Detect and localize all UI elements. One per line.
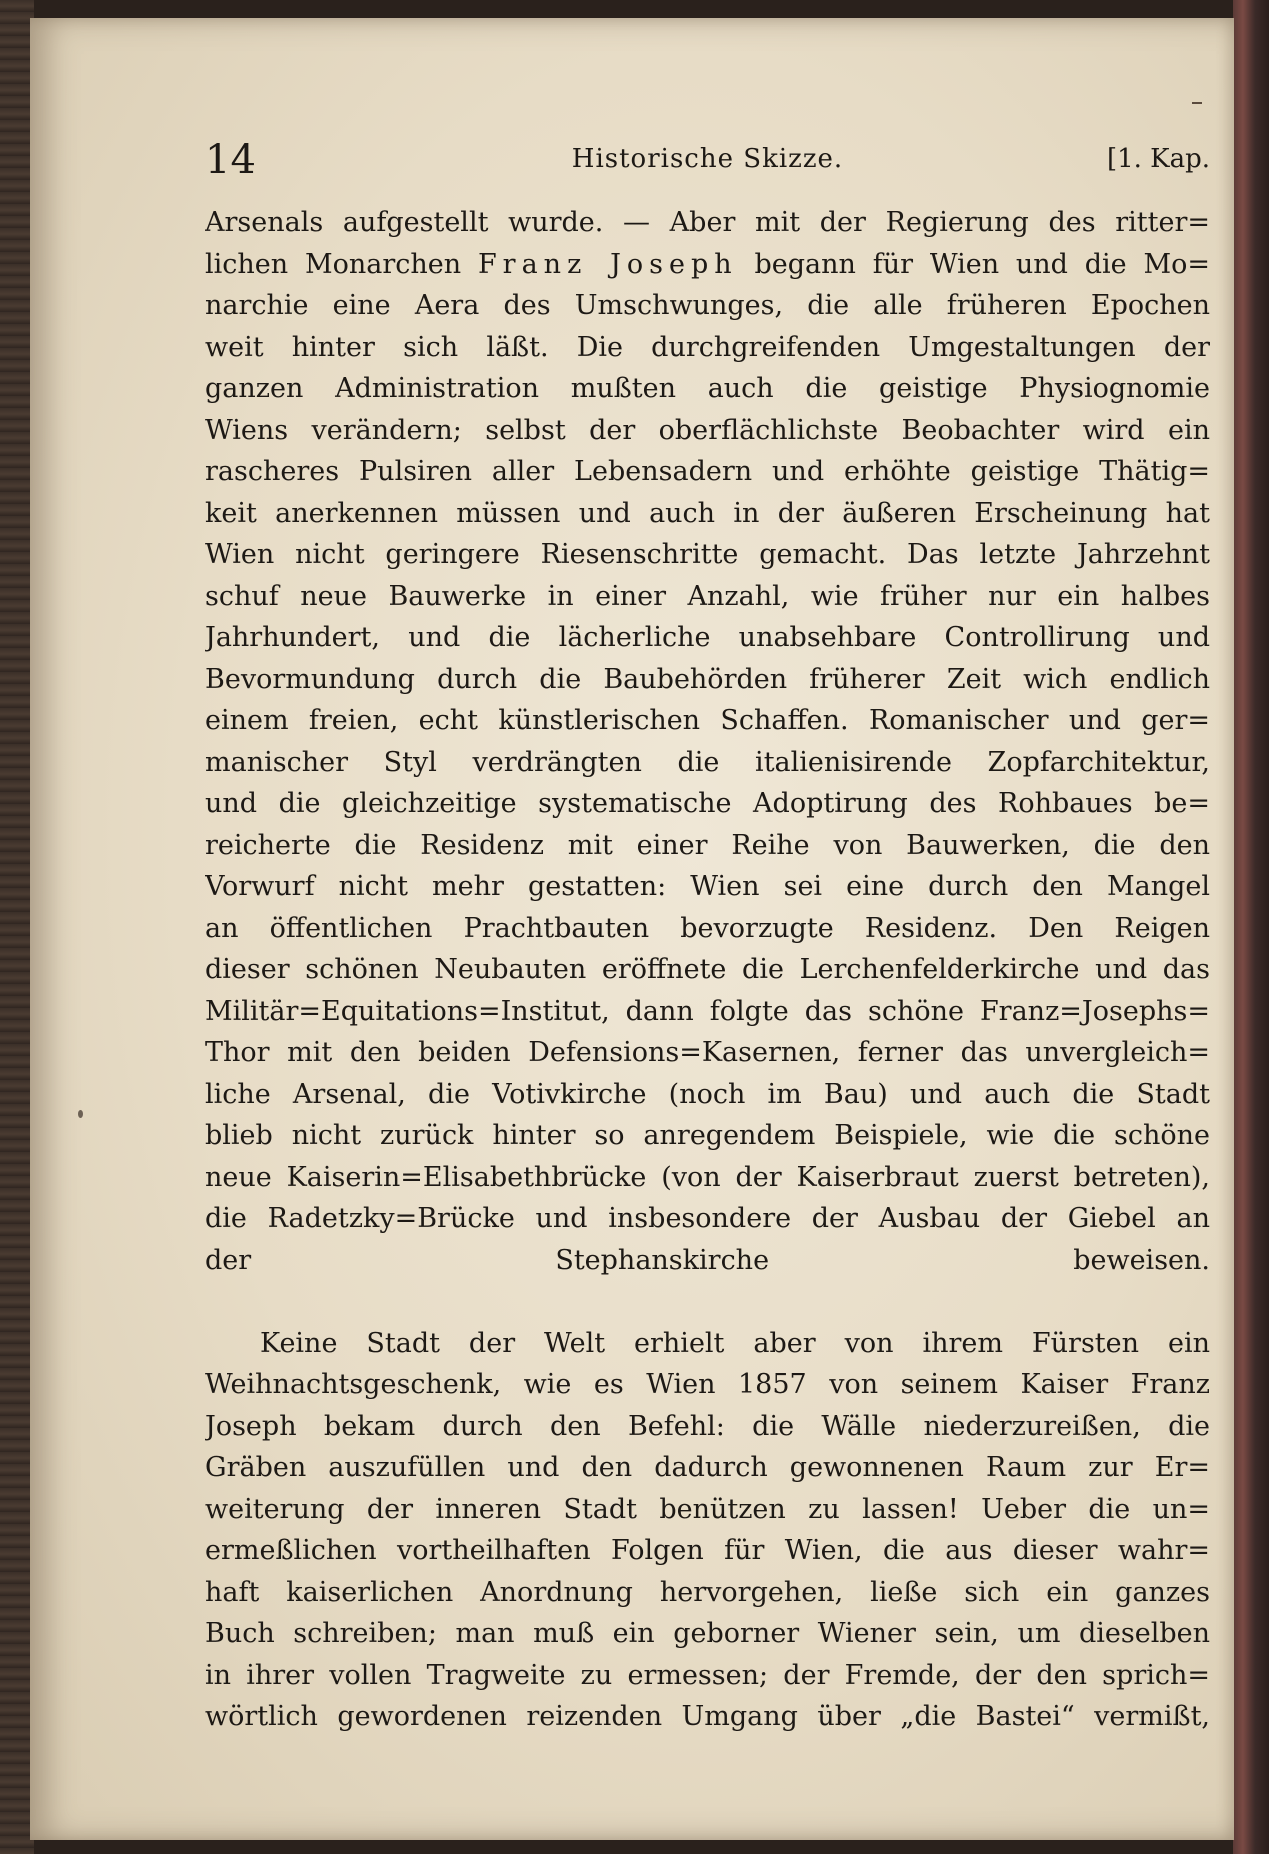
text-line: neue Kaiserin=Elisabethbrücke (von der Kaiserbraut zuerst betreten), [205,1161,1210,1193]
text-line: blieb nicht zurück hinter so anregendem Beispiele, wie die schöne [205,1120,1210,1151]
text-line: einem freien, echt künstlerischen Schaffen. Romanischer und ger= [205,705,1210,736]
margin-mark [1192,102,1202,104]
text-line: Arsenals aufgestellt wurde. — Aber mit der Regierung des ritter= [205,207,1210,238]
page-sheet [30,18,1234,1840]
text-line: Thor mit den beiden Defensions=Kasernen, ferner das unvergleich= [205,1037,1210,1068]
body-text [205,202,1210,1738]
text-line: Buch schreiben; man muß ein geborner Wiener sein, um dieselben [205,1618,1210,1649]
text-line: an öffentlichen Prachtbauten bevorzugte Residenz. Den Reigen [205,912,1210,944]
text-line [205,1281,1210,1323]
text-line: dieser schönen Neubauten eröffnete die Lerchenfelderkirche und das [205,954,1210,985]
text-line: reicherte die Residenz mit einer Reihe von Bauwerken, die den [205,829,1210,861]
text-line: die Radetzky=Brücke und insbesondere der Ausbau der Giebel an [205,1203,1210,1234]
text-line: haft kaiserlichen Anordnung hervorgehen, ließe sich ein ganzes [205,1576,1210,1608]
running-head [205,136,1210,192]
paragraph-1 [205,202,1210,1323]
text-line: Weihnachtsgeschenk, wie es Wien 1857 von seinem Kaiser Franz [205,1369,1210,1400]
text-line: Wiens verändern; selbst der oberflächlichste Beobachter wird ein [205,414,1210,446]
text-line: Vorwurf nicht mehr gestatten: Wien sei eine durch den Mangel [205,871,1210,902]
emphasized-name: Franz Joseph [477,248,738,280]
text-line: Militär=Equitations=Institut, dann folgte das schöne Franz=Josephs= [205,995,1210,1027]
text-line: schuf neue Bauwerke in einer Anzahl, wie früher nur ein halbes [205,580,1210,612]
text-block [205,136,1210,1738]
book-cover-edge [1233,0,1269,1854]
paragraph-2 [205,1323,1210,1738]
page-number: 14 [205,137,256,183]
text-line: rascheres Pulsiren aller Lebensadern und erhöhte geistige Thätig= [205,456,1210,487]
text-line: narchie eine Aera des Umschwunges, die alle früheren Epochen [205,290,1210,321]
text-line: Joseph bekam durch den Befehl: die Wälle niederzureißen, die [205,1410,1210,1442]
text-line: Bevormundung durch die Baubehörden früherer Zeit wich endlich [205,663,1210,695]
text-line: ermeßlichen vortheilhaften Folgen für Wien, die aus dieser wahr= [205,1535,1210,1566]
running-title: Historische Skizze. [571,144,844,174]
text-line: liche Arsenal, die Votivkirche (noch im Bau) und auch die Stadt [205,1078,1210,1110]
margin-spot [78,1110,83,1118]
text-fragment: lichen Monarchen [205,248,462,280]
text-line: Keine Stadt der Welt erhielt aber von ihrem Fürsten ein [260,1327,1210,1359]
text-line: Wien nicht geringere Riesenschritte gemacht. Das letzte Jahrzehnt [205,539,1210,570]
text-fragment: begann für Wien und die Mo= [754,248,1210,280]
text-line: und die gleichzeitige systematische Adoptirung des Rohbaues be= [205,788,1210,819]
text-line: weit hinter sich läßt. Die durchgreifenden Umgestaltungen der [205,331,1210,363]
text-line: wörtlich gewordenen reizenden Umgang über „die Bastei“ vermißt, [205,1701,1210,1732]
text-line: Jahrhundert, und die lächerliche unabsehbare Controllirung und [205,622,1210,653]
text-line: Gräben auszufüllen und den dadurch gewonnenen Raum zur Er= [205,1452,1210,1483]
chapter-label: [1. Kap. [1106,144,1210,174]
book-binding-edge [0,0,34,1854]
text-line: manischer Styl verdrängten die italienisirende Zopfarchitektur, [205,746,1210,778]
text-line: weiterung der inneren Stadt benützen zu lassen! Ueber die un= [205,1493,1210,1525]
text-line [205,244,1210,286]
text-line: der Stephanskirche beweisen. [205,1244,1210,1276]
text-line: ganzen Administration mußten auch die geistige Physiognomie [205,373,1210,404]
text-line: keit anerkennen müssen und auch in der äußeren Erscheinung hat [205,497,1210,529]
text-line: in ihrer vollen Tragweite zu ermessen; der Fremde, der den sprich= [205,1659,1210,1691]
